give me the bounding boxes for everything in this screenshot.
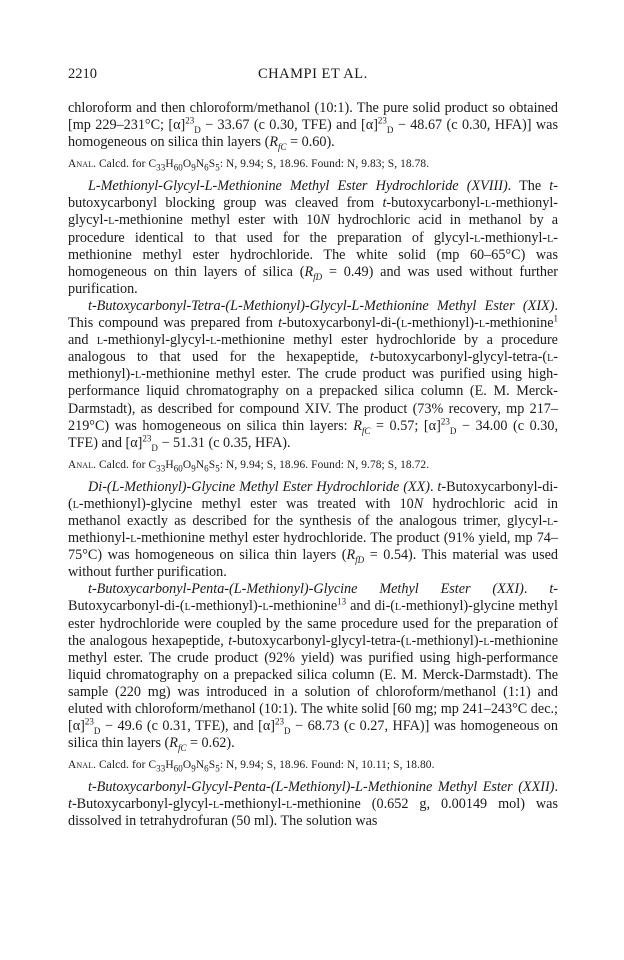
analysis-line: Anal. Calcd. for $C_{33}H_{60}O_9N_6S_5$: N, 9.94; S, 18.96. Found: N, 9.83; S, 18.78. <box>68 158 430 173</box>
analysis-line: Anal. Calcd. for $C_{33}H_{60}O_9N_6S_5$: N, 9.94; S, 18.96. Found: N, 9.78; S, 18.72. <box>68 458 430 474</box>
analysis-line: Anal. Calcd. for $C_{33}H_{60}O_9N_6S_5$: N, 9.94; S, 18.96. Found: N, 10.11; S, 18.80. <box>68 759 435 774</box>
running-header <box>68 66 558 88</box>
body-paragraph: L-Methionyl-Glycyl-L-Methionine Methyl Ester Hydrochloride (XVIII). The t-butoxycarbonyl blocking group was cleaved from t-butoxycarbonyl-l-methionyl-glycyl-l-methionine methyl ester with 10N hydrochloric acid in methanol by a procedure identical to that used for the preparation of glycyl-l-methionyl-l-methionine methyl ester hydrochloride. The white solid (mp 60–65°C) was homogeneous on thin layers of silica $(R_{fD} = 0.49)$ and was used without further purification. <box>68 178 559 297</box>
body-paragraph: Di-(L-Methionyl)-Glycine Methyl Ester Hydrochloride (XX). t-Butoxycarbonyl-di-(l-methionyl)-glycine methyl ester was treated with 10N hydrochloric acid in methanol exactly as described for the synthesis of the analogous trimer, glycyl-l-methionyl-l-methionine methyl ester hydrochloride. The product (91% yield, mp 74–75°C) was homogeneous on silica thin layers $(R_{fD} = 0.54)$. This material was used without further purification. <box>68 478 559 581</box>
body-paragraph: chloroform and then chloroform/methanol (10:1). The pure solid product so obtained [mp 229–231°C; $[\alpha]^{23}_D - 33.67$ (c 0.30, TFE) and $[\alpha]^{23}_D - 48.67$ (c 0.30, HFA)] was homogeneous on silica thin layers $(R_{fC} = 0.60)$. <box>68 100 558 153</box>
body-paragraph: t-Butoxycarbonyl-Tetra-(L-Methionyl)-Glycyl-L-Methionine Methyl Ester (XIX). This compound was prepared from t-butoxycarbonyl-di-(l-methionyl)-l-methionine$^1$ and l-methionyl-glycyl-l-methionine methyl ester hydrochloride by a procedure analogous to that used for the hexapeptide, t-butoxycarbonyl-glycyl-tetra-(l-methionyl)-l-methionine methyl ester. The crude product was purified using high-performance liquid chromatography on a prepacked silica column (E. M. Merck-Darmstadt), as described for compound XIV. The product (73% recovery, mp 217–219°C) was homogeneous on silica thin layers: $R_{fC} = 0.57$; $[\alpha]^{23}_D - 34.00$ (c 0.30, TFE) and $[\alpha]^{23}_D - 51.31$ (c 0.35, HFA). <box>68 297 559 453</box>
page-number: 2210 <box>68 66 97 82</box>
running-title: CHAMPI ET AL. <box>258 66 368 82</box>
page <box>68 66 559 830</box>
body-paragraph: t-Butoxycarbonyl-Penta-(L-Methionyl)-Glycine Methyl Ester (XXI). t-Butoxycarbonyl-di-(l-methionyl)-l-methionine$^{13}$ and di-(l-methionyl)-glycine methyl ester hydrochloride were coupled by the same procedure used for the preparation of the analogous hexapeptide, t-butoxycarbonyl-glycyl-tetra-(l-methionyl)-l-methionine methyl ester. The crude product (92% yield) was purified using high-performance liquid chromatography on a prepacked silica column (E. M. Merck-Darmstadt). The sample (220 mg) was introduced in a solution of chloroform/methanol (1:1) and eluted with chloroform/methanol (10:1). The white solid [60 mg; mp 241–243°C dec.; $[\alpha]^{23}_D - 49.6$ (c 0.31, TFE), and $[\alpha]^{23}_D - 68.73$ (c 0.27, HFA)] was homogeneous on silica thin layers $(R_{fC} = 0.62)$. <box>68 581 559 754</box>
body-paragraph: t-Butoxycarbonyl-Glycyl-Penta-(L-Methionyl)-L-Methionine Methyl Ester (XXII). t-Butoxycarbonyl-glycyl-l-methionyl-l-methionine (0.652 g, 0.00149 mol) was dissolved in tetrahydrofuran (50 ml). The solution was <box>68 779 558 830</box>
article-body <box>68 100 558 831</box>
